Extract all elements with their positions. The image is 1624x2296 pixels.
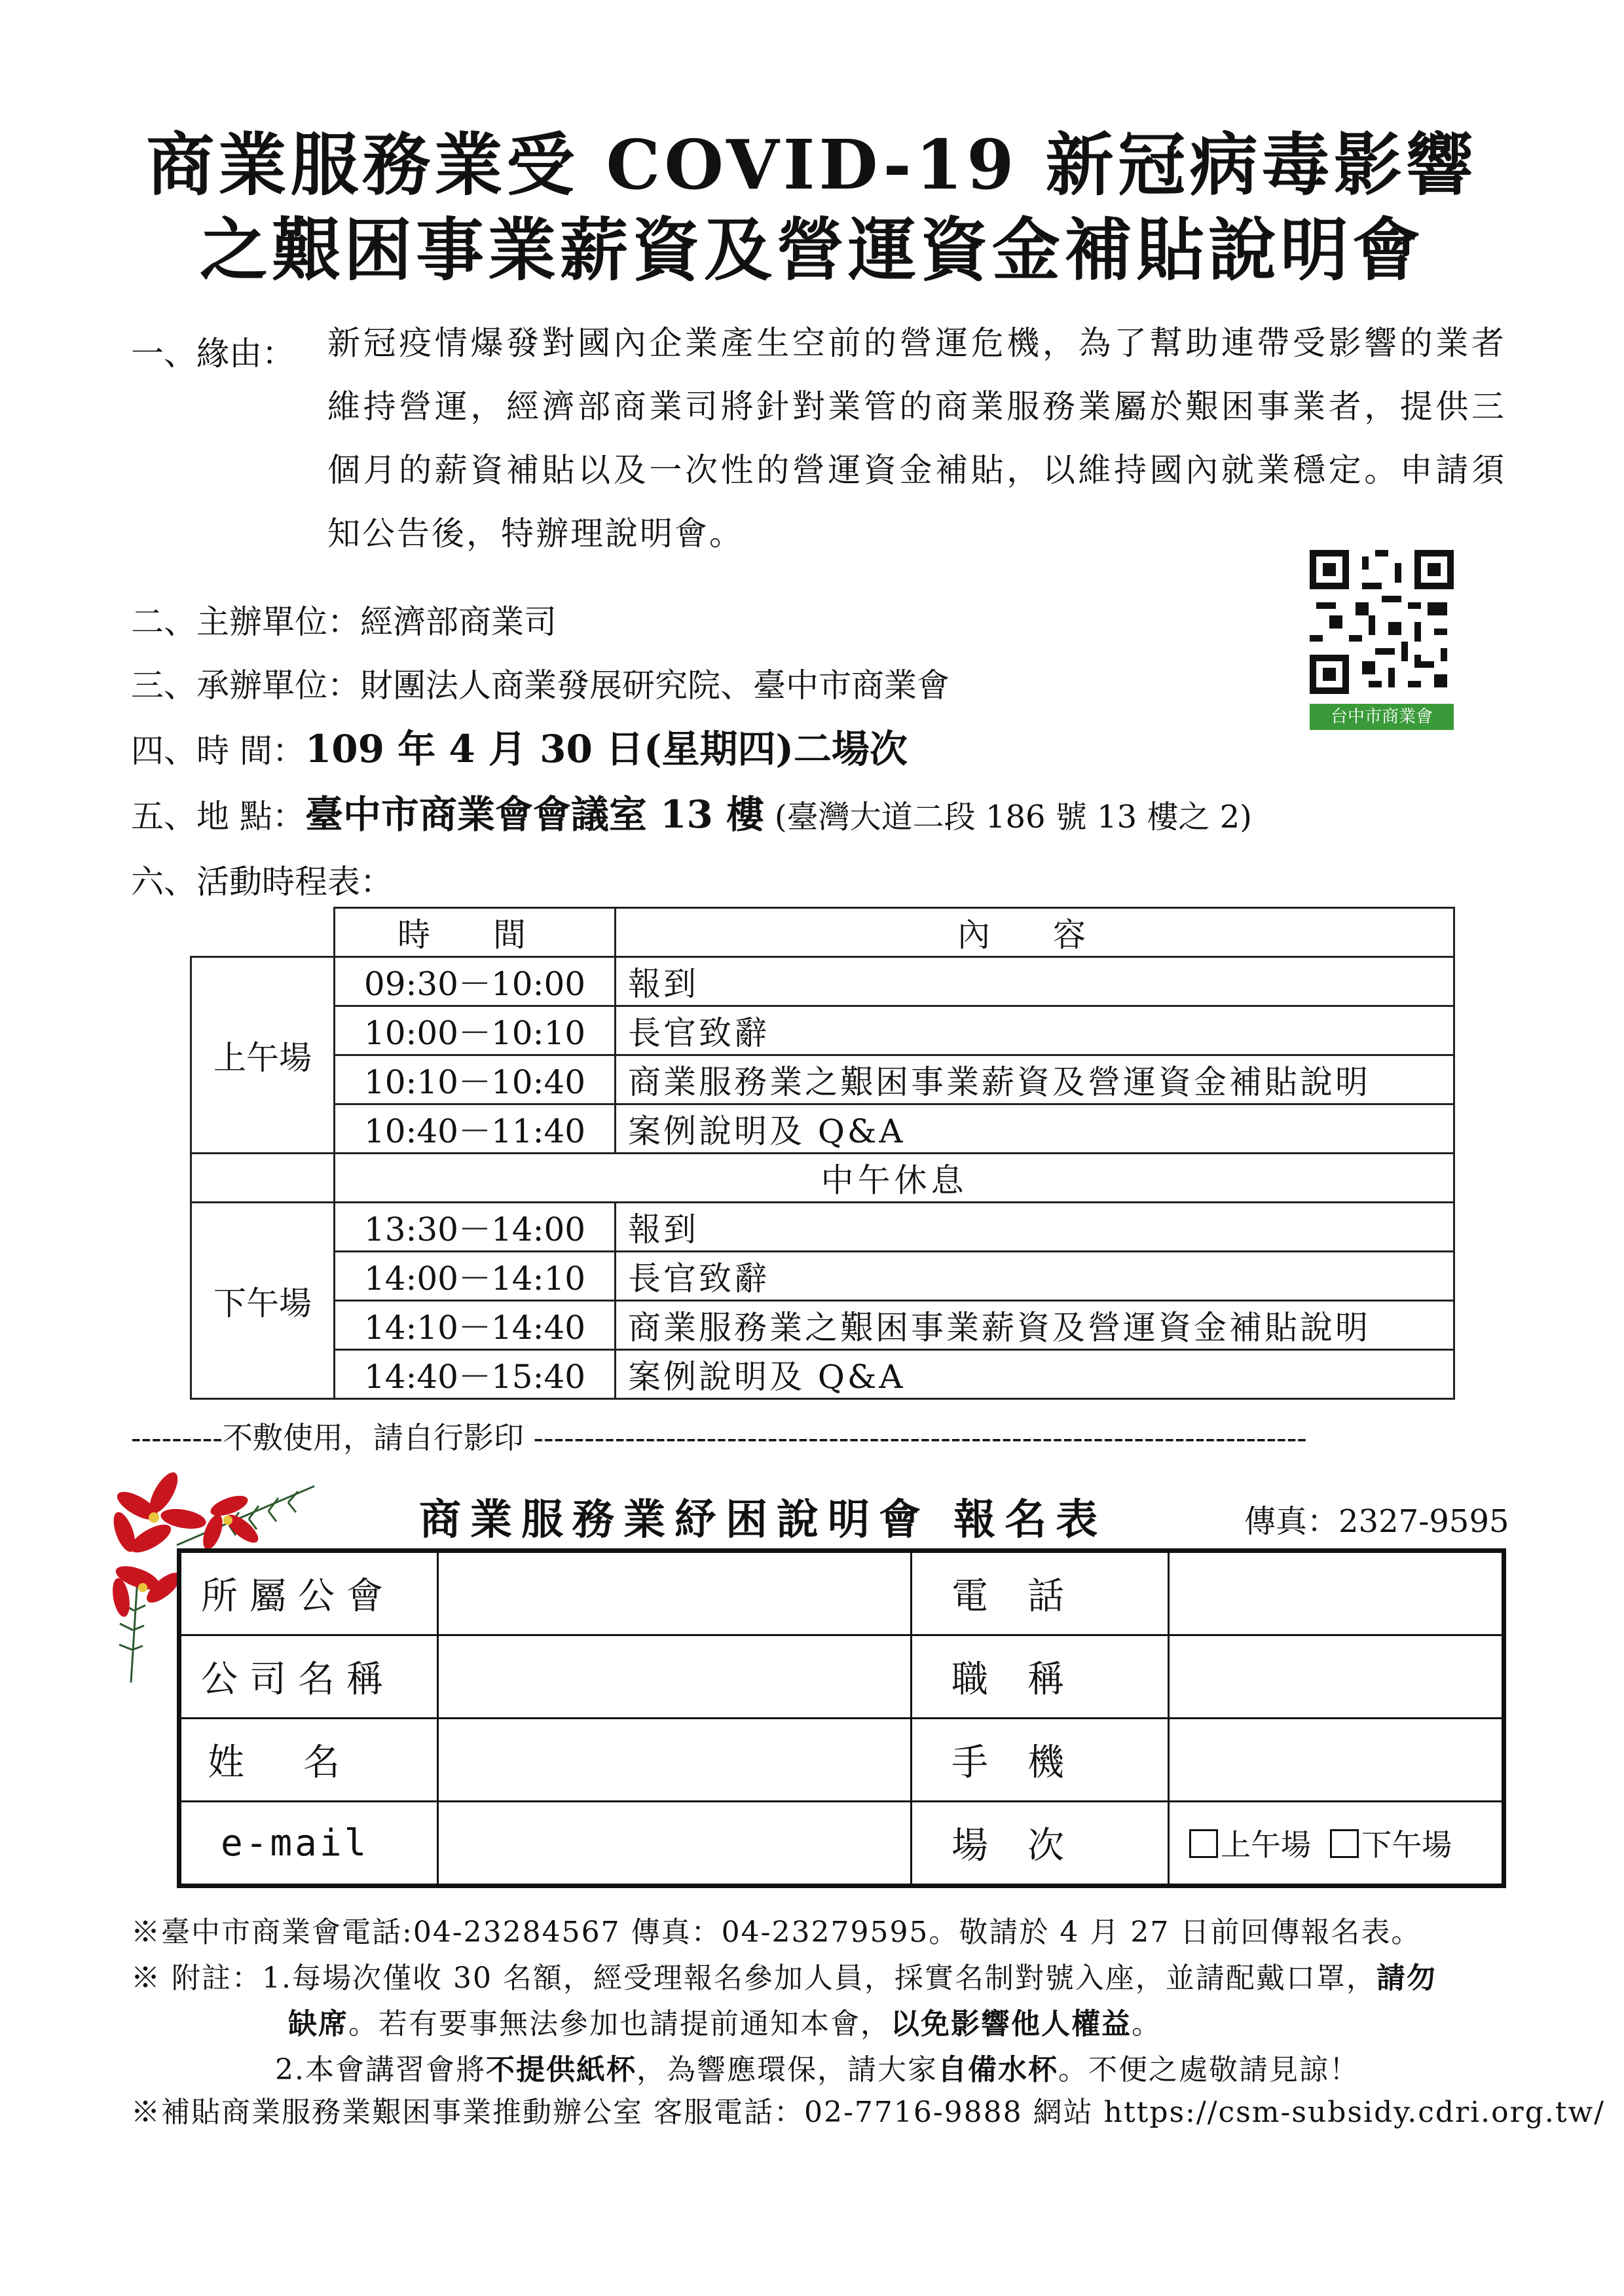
schedule-content: 案例說明及 Q&A xyxy=(616,1350,1454,1399)
reason-text: 新冠疫情爆發對國內企業產生空前的營運危機，為了幫助連帶受影響的業者維持營運，經濟部商業司將針對業管的商業服務業屬於艱困事業者，提供三個月的薪資補貼以及一次性的營運資金補貼，以維持國內就業穩定。申請須知公告後，特辦理說明會。 xyxy=(327,324,1506,553)
schedule-content: 報到 xyxy=(616,1203,1454,1252)
mobile-label: 手機 xyxy=(912,1719,1169,1802)
lunch-break: 中午休息 xyxy=(335,1154,1454,1203)
email-field[interactable] xyxy=(438,1802,912,1886)
contact-note: ※臺中市商業會電話:04-23284567 傳真：04-23279595。敬請於 4 月 27 日前回傳報名表。 xyxy=(131,1916,1422,1949)
schedule-content: 商業服務業之艱困事業薪資及營運資金補貼說明 xyxy=(616,1055,1454,1104)
page-title-line2: 之艱困事業薪資及營運資金補貼說明會 xyxy=(199,210,1424,290)
schedule-time: 13:30－14:00 xyxy=(335,1203,616,1252)
mobile-field[interactable] xyxy=(1169,1719,1504,1802)
schedule-time: 14:40－15:40 xyxy=(335,1350,616,1399)
afternoon-option-label: 下午場 xyxy=(1361,1827,1452,1863)
table-row xyxy=(191,957,1454,1006)
morning-checkbox[interactable] xyxy=(1189,1829,1218,1858)
place-value: 臺中市商業會會議室 13 樓 xyxy=(304,792,765,837)
afternoon-checkbox[interactable] xyxy=(1330,1829,1359,1858)
note-1-cont xyxy=(288,2000,1162,2042)
table-row xyxy=(191,1154,1454,1203)
table-row xyxy=(191,1252,1454,1301)
phone-label: 電話 xyxy=(912,1551,1169,1635)
note-1-emphasis-2: 缺席 xyxy=(288,2007,348,2041)
schedule-content: 商業服務業之艱困事業薪資及營運資金補貼說明 xyxy=(616,1301,1454,1350)
note-2-emphasis: 不提供紙杯 xyxy=(485,2053,637,2086)
registration-form xyxy=(177,1548,1506,1888)
table-row xyxy=(191,1203,1454,1252)
association-field[interactable] xyxy=(438,1551,912,1635)
reason-label: 一、緣由： xyxy=(131,335,295,373)
table-row xyxy=(191,1301,1454,1350)
name-field[interactable] xyxy=(438,1719,912,1802)
cut-line: ---------不敷使用，請自行影印 ---------------------------------------------------------------------------- xyxy=(131,1420,1307,1455)
email-label: e-mail xyxy=(179,1802,438,1886)
company-field[interactable] xyxy=(438,1635,912,1719)
table-row xyxy=(191,1055,1454,1104)
session-label: 場次 xyxy=(912,1802,1169,1886)
registration-form-title: 商業服務業紓困說明會 報名表 xyxy=(419,1495,1107,1544)
table-row xyxy=(191,1006,1454,1055)
company-label: 公司名稱 xyxy=(179,1635,438,1719)
form-row xyxy=(179,1719,1504,1802)
table-row xyxy=(191,1104,1454,1154)
time-value: 109 年 4 月 30 日(星期四)二場次 xyxy=(304,727,908,771)
schedule-content: 報到 xyxy=(616,957,1454,1006)
schedule-time: 09:30－10:00 xyxy=(335,957,616,1006)
qr-caption: 台中市商業會 xyxy=(1310,704,1454,730)
time-label: 四、時 間： xyxy=(131,732,305,770)
place-address: (臺灣大道二段 186 號 13 樓之 2) xyxy=(774,799,1252,835)
schedule-header-row xyxy=(191,908,1454,957)
note-1-text-2: 。若有要事無法參加也請提前通知本會， xyxy=(348,2007,891,2041)
organizer-line: 二、主辦單位：經濟部商業司 xyxy=(131,603,557,641)
phone-field[interactable] xyxy=(1169,1551,1504,1635)
schedule-content: 長官致辭 xyxy=(616,1252,1454,1301)
morning-session-label: 上午場 xyxy=(191,957,335,1154)
job-title-field[interactable] xyxy=(1169,1635,1504,1719)
lunch-blank xyxy=(191,1154,335,1203)
note-2-text-2: ，為響應環保，請大家 xyxy=(636,2053,938,2086)
schedule-content: 案例說明及 Q&A xyxy=(616,1104,1454,1154)
association-label: 所屬公會 xyxy=(179,1551,438,1635)
job-title-label: 職稱 xyxy=(912,1635,1169,1719)
morning-option-label: 上午場 xyxy=(1221,1827,1311,1863)
schedule-table xyxy=(190,907,1455,1400)
note-2-text: 2.本會講習會將 xyxy=(275,2053,486,2086)
note-1-text: ※ 附註：1.每場次僅收 30 名額，經受理報名參加人員，採實名制對號入座，並請配戴口罩， xyxy=(131,1961,1376,1995)
time-line xyxy=(131,727,908,771)
note-2 xyxy=(275,2046,1359,2088)
afternoon-session-label: 下午場 xyxy=(191,1203,335,1399)
form-row xyxy=(179,1551,1504,1635)
schedule-time: 10:00－10:10 xyxy=(335,1006,616,1055)
co-organizer-line: 三、承辦單位：財團法人商業發展研究院、臺中市商業會 xyxy=(131,666,950,704)
note-2-emphasis-2: 自備水杯 xyxy=(937,2053,1058,2086)
form-row xyxy=(179,1635,1504,1719)
name-label: 姓名 xyxy=(179,1719,438,1802)
form-row xyxy=(179,1802,1504,1886)
reason-section xyxy=(131,324,1506,563)
schedule-time: 10:40－11:40 xyxy=(335,1104,616,1154)
note-1-emphasis-3: 以免影響他人權益 xyxy=(891,2007,1132,2041)
fax-number: 傳真：2327-9595 xyxy=(1244,1503,1509,1540)
note-1-emphasis: 請勿 xyxy=(1376,1961,1437,1995)
note-2-text-3: 。不便之處敬請見諒！ xyxy=(1058,2053,1359,2086)
schedule-content: 長官致辭 xyxy=(616,1006,1454,1055)
qr-code[interactable] xyxy=(1310,550,1454,694)
table-row xyxy=(191,1350,1454,1399)
place-label: 五、地 點： xyxy=(131,797,305,835)
note-1 xyxy=(131,1954,1437,1996)
schedule-header-time: 時 間 xyxy=(335,908,616,957)
place-line xyxy=(131,792,1252,837)
schedule-header-blank xyxy=(191,908,335,957)
note-1-period: 。 xyxy=(1132,2007,1162,2041)
office-note: ※補貼商業服務業艱困事業推動辦公室 客服電話：02-7716-9888 網站 https://csm-subsidy.cdri.org.tw/ xyxy=(131,2096,1606,2129)
page-title-line1: 商業服務業受 COVID-19 新冠病毒影響 xyxy=(146,124,1478,205)
schedule-time: 10:10－10:40 xyxy=(335,1055,616,1104)
schedule-header-content: 內 容 xyxy=(616,908,1454,957)
schedule-time: 14:00－14:10 xyxy=(335,1252,616,1301)
schedule-label: 六、活動時程表： xyxy=(131,863,393,901)
schedule-time: 14:10－14:40 xyxy=(335,1301,616,1350)
session-options xyxy=(1169,1802,1504,1886)
